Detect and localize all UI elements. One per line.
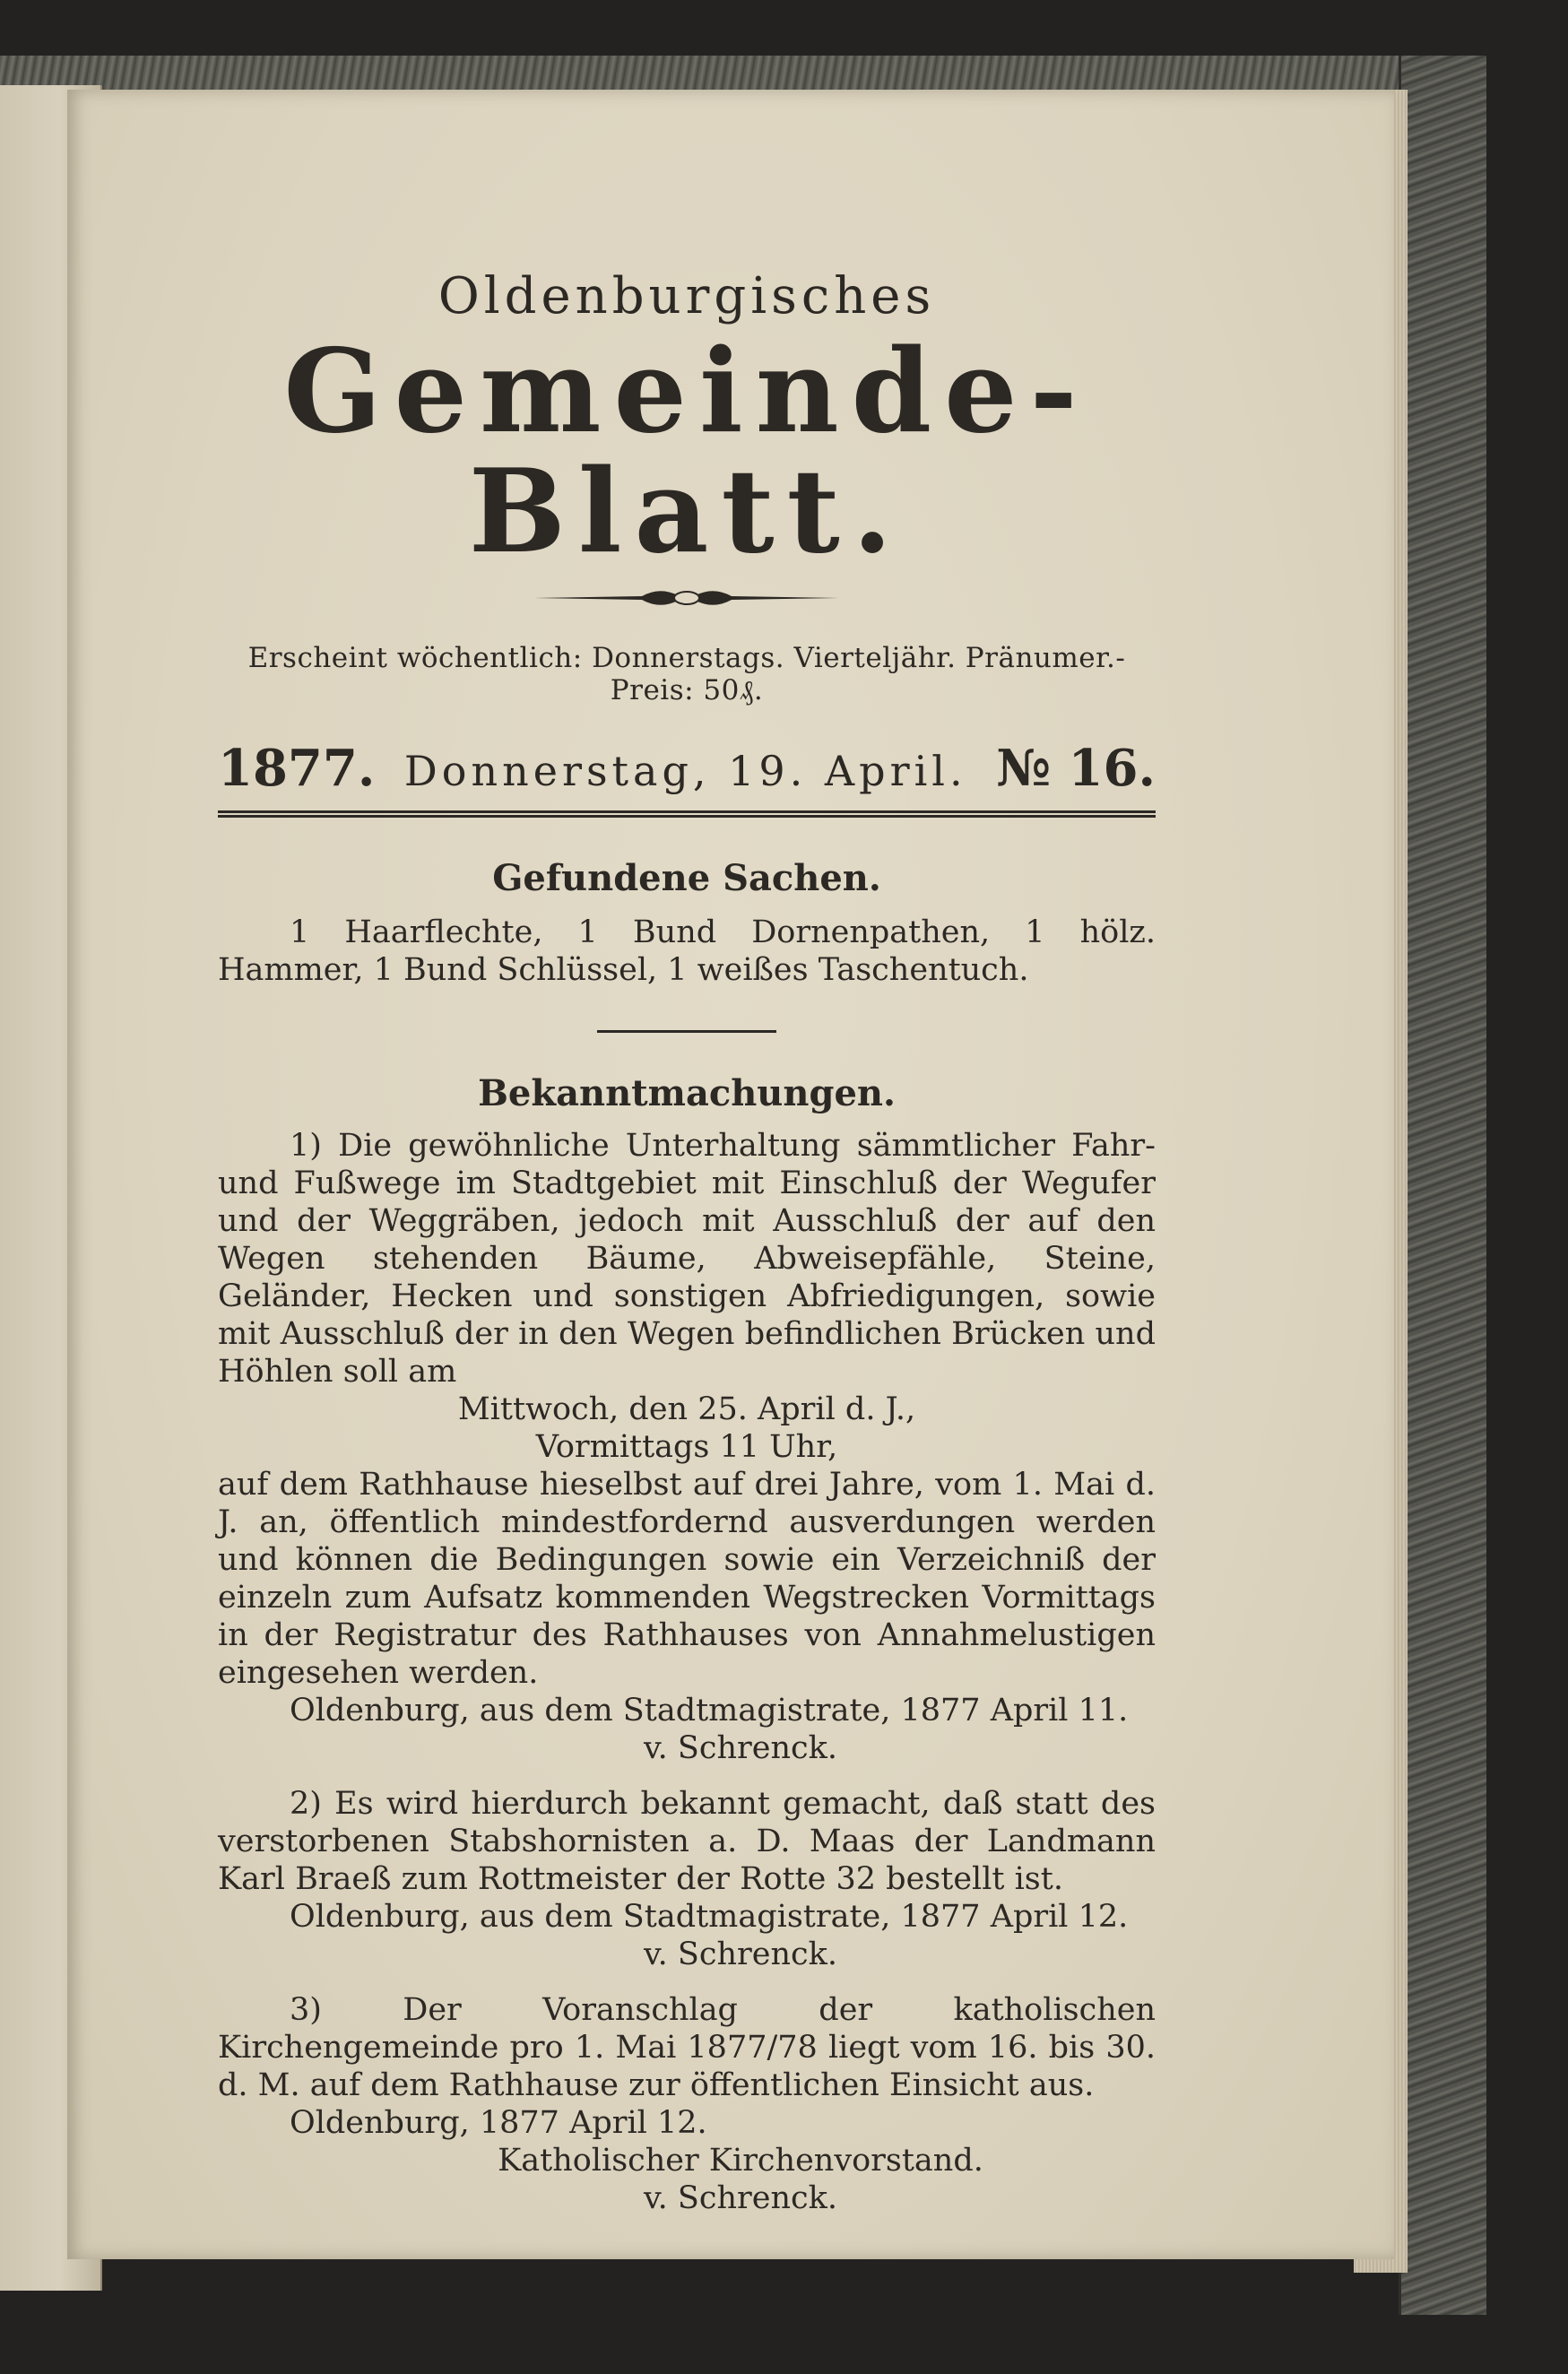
masthead-title-big: Gemeinde-Blatt. (283, 324, 1090, 579)
notice-signature: v. Schrenck. (644, 1936, 837, 1973)
issue-year: 1877. (218, 739, 376, 799)
section-title-gefundene: Gefundene Sachen. (492, 857, 881, 900)
notice-place: Oldenburg, aus dem Stadtmagistrate, 1877 April 12. (290, 1899, 1129, 1936)
notice-2 (218, 1785, 1156, 1973)
notice-body: 3) Der Voranschlag der katholischen Kirchengemeinde pro 1. Mai 1877/78 liegt vom 16. bis 30. d. M. auf dem Rathhause zur öffentlichen Einsicht aus. (218, 1992, 1156, 2104)
issue-number: № 16. (996, 739, 1156, 799)
notice-place: Oldenburg, 1877 April 12. (290, 2105, 707, 2142)
issue-date: Donnerstag, 19. April. (403, 747, 967, 796)
notice-1 (218, 1127, 1156, 1767)
notice-place: Oldenburg, aus dem Stadtmagistrate, 1877 April 11. (290, 1693, 1129, 1729)
masthead-title-small: Oldenburgisches (437, 267, 936, 325)
notice-body: 2) Es wird hierdurch bekannt gemacht, daß statt des verstorbenen Stabshornisten a. D. Maas der Landmann Karl Braeß zum Rottmeister der Rotte 32 bestellt ist. (218, 1786, 1156, 1898)
notice-signature: v. Schrenck. (644, 2180, 837, 2217)
notice-signature: v. Schrenck. (644, 1730, 837, 1767)
notice-3 (218, 1991, 1156, 2217)
book-cover-right (1399, 56, 1486, 2315)
dateline (218, 739, 1156, 818)
notice-body-continued: auf dem Rathhause hieselbst auf drei Jahre, vom 1. Mai d. J. an, öffentlich mindestfordernd ausverdungen werden und können die Bedingungen sowie ein Verzeichniß der einzeln zum Aufsatz kommenden Wegstrecken Vormittags in der Registratur des Rathhauses von Annahmelustigen eingesehen werden. (218, 1467, 1156, 1692)
notice-body: 1) Die gewöhnliche Unterhaltung sämmtlicher Fahr- und Fußwege im Stadtgebiet mit Einschluß der Wegufer und der Weggräben, jedoch mit Ausschluß der auf den Wegen stehenden Bäume, Abweisepfähle, Steine, Geländer, Hecken und sonstigen Abfriedigungen, sowie mit Ausschluß der in den Wegen befindlichen Brücken und Höhlen soll am (218, 1128, 1156, 1391)
notice-time-line: Vormittags 11 Uhr, (535, 1429, 838, 1466)
notice-organization: Katholischer Kirchenvorstand. (498, 2143, 983, 2179)
section-title-bekanntmachungen: Bekanntmachungen. (478, 1072, 896, 1115)
ornament-divider-icon (534, 585, 839, 611)
gefundene-text: 1 Haarflechte, 1 Bund Dornenpathen, 1 hölz. Hammer, 1 Bund Schlüssel, 1 weißes Taschentuch. (218, 914, 1156, 989)
section-rule (597, 1030, 776, 1033)
publication-info: Erscheint wöchentlich: Donnerstags. Vierteljähr. Pränumer.-Preis: 50₰. (247, 642, 1126, 707)
page-content (218, 269, 1156, 2217)
notice-date-line: Mittwoch, den 25. April d. J., (457, 1391, 916, 1428)
